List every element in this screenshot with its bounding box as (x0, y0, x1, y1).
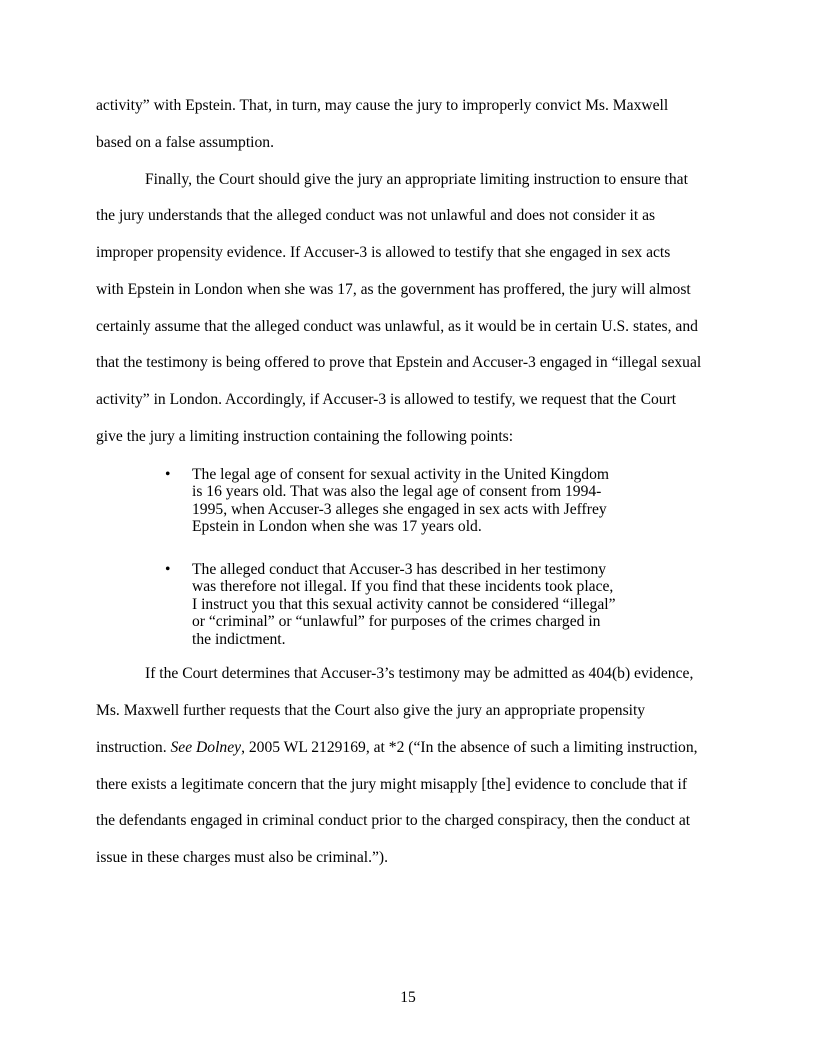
body-line: there exists a legitimate concern that the jury might misapply [the] evidence to conclude that if (96, 776, 688, 793)
bullet-text (192, 561, 624, 648)
body-line: activity” in London. Accordingly, if Accuser-3 is allowed to testify, we request that the Court (96, 391, 677, 408)
bullet-line: was therefore not illegal. If you find that these incidents took place, (192, 578, 614, 596)
body-line: the defendants engaged in criminal conduct prior to the charged conspiracy, then the conduct at (96, 812, 691, 829)
bullet-text (192, 466, 624, 536)
citation-suffix: , 2005 WL 2129169, at *2 (“In the absence of such a limiting instruction, (241, 739, 698, 756)
bullet-line: 1995, when Accuser-3 alleges she engaged in sex acts with Jeffrey (192, 500, 607, 518)
bullet-marker: • (165, 466, 171, 483)
bullet-line: I instruct you that this sexual activity cannot be considered “illegal” (192, 595, 616, 613)
body-line: improper propensity evidence. If Accuser-3 is allowed to testify that she engaged in sex acts (96, 244, 671, 261)
bullet-marker: • (165, 561, 171, 578)
body-line: Ms. Maxwell further requests that the Court also give the jury an appropriate propensity (96, 702, 646, 719)
body-line: with Epstein in London when she was 17, as the government has proffered, the jury will almost (96, 281, 691, 298)
bullet-line: The legal age of consent for sexual activity in the United Kingdom (192, 466, 610, 483)
bullet-line: or “criminal” or “unlawful” for purposes of the crimes charged in (192, 613, 601, 631)
bullet-line: the indictment. (192, 630, 286, 648)
bullet-line: The alleged conduct that Accuser-3 has described in her testimony (192, 561, 607, 578)
bullet-line: is 16 years old. That was also the legal age of consent from 1994- (192, 483, 602, 501)
page-number: 15 (400, 989, 416, 1006)
citation-prefix: instruction. (96, 739, 171, 756)
paragraph-first-line: If the Court determines that Accuser-3’s testimony may be admitted as 404(b) evidence, (145, 665, 694, 682)
body-line: give the jury a limiting instruction containing the following points: (96, 428, 514, 445)
body-line: activity” with Epstein. That, in turn, may cause the jury to improperly convict Ms. Maxwell (96, 97, 669, 114)
body-line: that the testimony is being offered to prove that Epstein and Accuser-3 engaged in “illegal sexual (96, 354, 702, 371)
bullet-line: Epstein in London when she was 17 years old. (192, 518, 482, 536)
body-line: issue in these charges must also be criminal.”). (96, 849, 389, 866)
citation-line (96, 739, 698, 757)
body-line: certainly assume that the alleged conduct was unlawful, as it would be in certain U.S. states, and (96, 318, 698, 335)
body-line: based on a false assumption. (96, 134, 274, 151)
body-line: the jury understands that the alleged conduct was not unlawful and does not consider it as (96, 207, 656, 224)
case-name: See Dolney (170, 739, 242, 756)
paragraph-first-line: Finally, the Court should give the jury an appropriate limiting instruction to ensure that (145, 171, 688, 188)
